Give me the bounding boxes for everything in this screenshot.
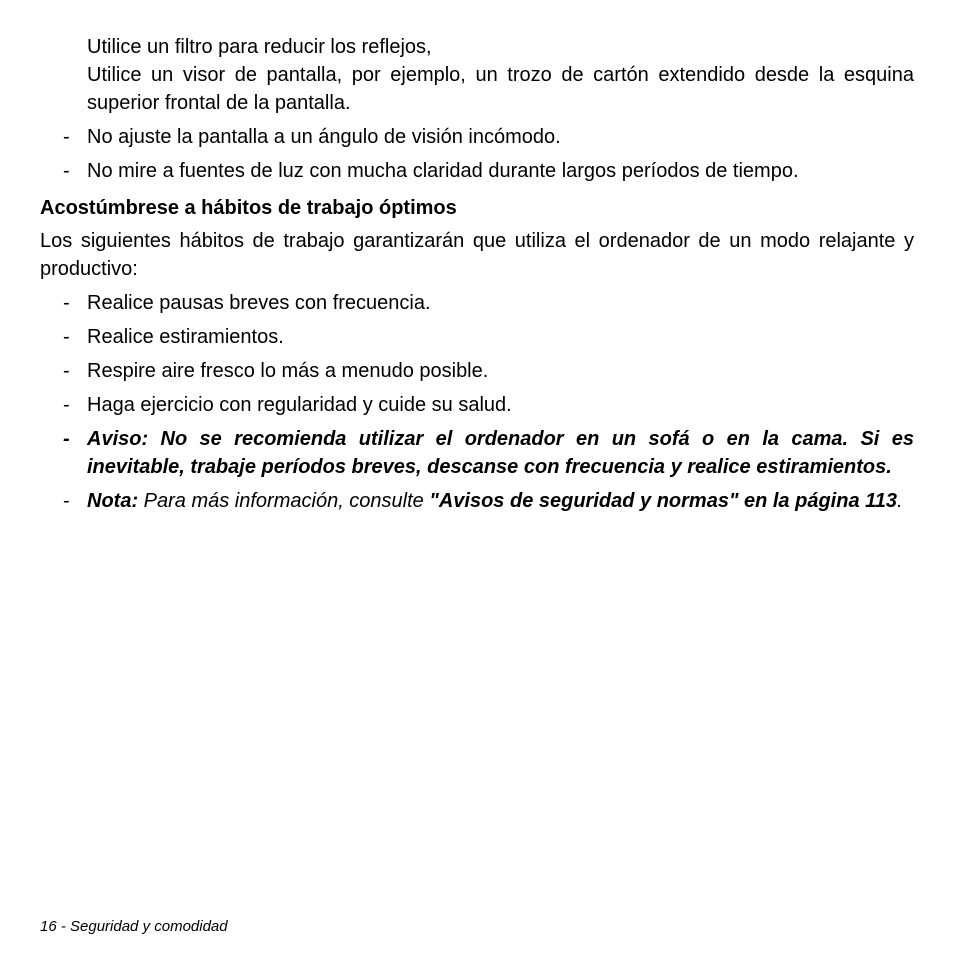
dash-marker: -	[63, 292, 70, 314]
list-item	[40, 123, 914, 151]
section-paragraph: Los siguientes hábitos de trabajo garantizarán que utiliza el ordenador de un modo relajante y productivo:	[40, 230, 914, 280]
list-item	[40, 323, 914, 351]
dash-marker: -	[63, 428, 70, 450]
list-item-text: Realice pausas breves con frecuencia.	[87, 292, 431, 314]
dash-marker: -	[63, 490, 70, 512]
note-end: .	[897, 490, 903, 512]
dash-marker: -	[63, 126, 70, 148]
dash-marker: -	[63, 394, 70, 416]
document-page	[40, 33, 914, 515]
page-footer: 16 - Seguridad y comodidad	[40, 918, 228, 935]
dash-marker: -	[63, 326, 70, 348]
note-cross-reference-link[interactable]: "Avisos de seguridad y normas" en la página 113	[429, 490, 898, 512]
list-item	[40, 289, 914, 317]
intro-line-filter: Utilice un filtro para reducir los reflejos,	[87, 36, 432, 58]
note-item	[40, 487, 914, 515]
note-label: Nota:	[87, 490, 139, 512]
list-item-text: No mire a fuentes de luz con mucha claridad durante largos períodos de tiempo.	[87, 160, 799, 182]
intro-line-visor: Utilice un visor de pantalla, por ejemplo, un trozo de cartón extendido desde la esquina superior frontal de la pantalla.	[87, 64, 914, 114]
list-item-text: Respire aire fresco lo más a menudo posible.	[87, 360, 489, 382]
note-text: Para más información, consulte	[138, 490, 430, 512]
warning-item	[40, 425, 914, 481]
section-heading: Acostúmbrese a hábitos de trabajo óptimos	[40, 197, 457, 219]
list-item	[40, 357, 914, 385]
warning-text: Aviso: No se recomienda utilizar el ordenador en un sofá o en la cama. Si es inevitable, trabaje períodos breves, descanse con frecuencia y realice estiramientos.	[87, 428, 914, 478]
dash-marker: -	[63, 360, 70, 382]
list-item	[40, 391, 914, 419]
dash-marker: -	[63, 160, 70, 182]
list-item-text: Haga ejercicio con regularidad y cuide su salud.	[87, 394, 512, 416]
list-item-text: Realice estiramientos.	[87, 326, 284, 348]
list-item-text: No ajuste la pantalla a un ángulo de visión incómodo.	[87, 126, 561, 148]
list-item	[40, 157, 914, 185]
